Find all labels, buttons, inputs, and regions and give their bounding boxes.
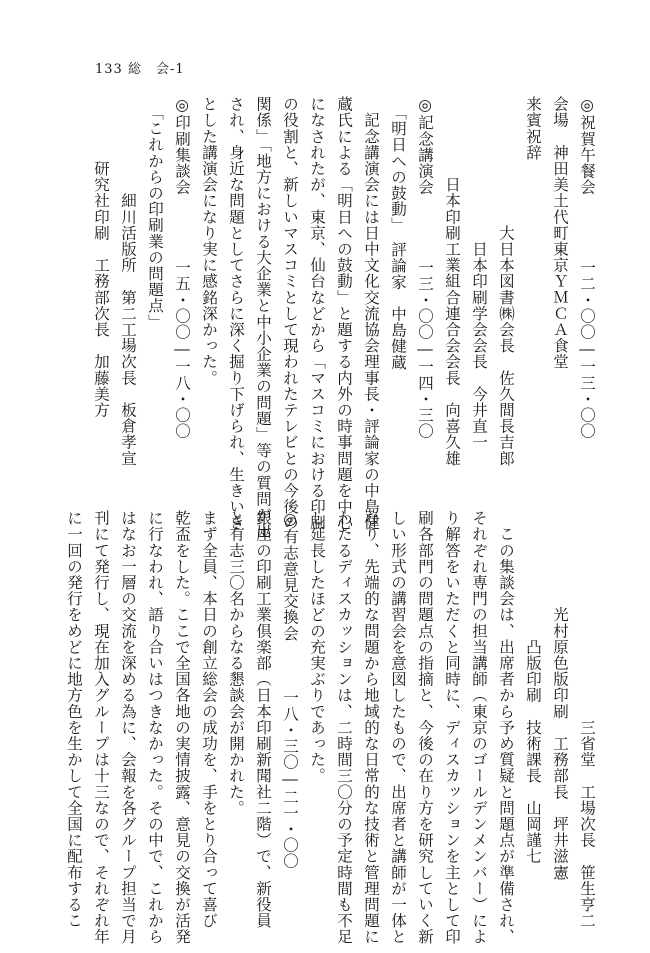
text-line: ◎祝賀午餐会 一二・〇〇―一三・〇〇 bbox=[578, 96, 596, 440]
text-line: 会場 神田美土代町東京ＹＭＣＡ食堂 bbox=[551, 96, 569, 370]
text-line: 凸版印刷 技術課長 山岡謹七 bbox=[524, 510, 542, 865]
text-line: 刷各部門の問題点の指摘と、今後の在り方を研究していく新 bbox=[416, 510, 434, 945]
text-line: 三省堂 工場次長 笹生亨二 bbox=[578, 510, 596, 929]
text-line: の役割と、新しいマスコミとして現われたテレビとの今後の bbox=[281, 96, 299, 531]
text-line: し延長したほどの充実ぶりであった。 bbox=[308, 510, 326, 784]
text-line: まず全員、本日の創立総会の成功を、手をとり合って喜び bbox=[200, 510, 218, 929]
text-line: と有志三〇名からなる懇談会が開かれた。 bbox=[227, 510, 245, 816]
text-line: に一回の発行をめどに地方色を生かして全国に配布するこ bbox=[65, 510, 83, 929]
text-line: この集談会は、出席者から予め質疑と問題点が準備され、 bbox=[497, 510, 515, 945]
lower-text-block bbox=[60, 510, 600, 945]
text-line: され、身近な問題としてさらに深く掘り下げられ、生きいき bbox=[227, 96, 245, 531]
text-line: 記念講演会には日中文化交流協会理事長・評論家の中島健 bbox=[362, 96, 380, 531]
text-line: とした講演会になり実に感銘深かった。 bbox=[200, 96, 218, 386]
page-header: 133 総 会-1 bbox=[95, 62, 185, 77]
text-line: なり、先端的な問題から地域的な日常的な技術と管理問題に bbox=[362, 510, 380, 945]
text-line: 光村原色版印刷 工務部長 坪井滋憲 bbox=[551, 510, 569, 881]
text-line: わたるディスカッションは、二時間三〇分の予定時間も不足 bbox=[335, 510, 353, 945]
text-line: 大日本図書㈱会長 佐久間長吉郎 bbox=[497, 96, 515, 467]
text-line: ◎記念講演会 一三・〇〇―一四・三〇 bbox=[416, 96, 434, 440]
text-line: 関係」「地方における大企業と中小企業の問題」等の質問が出 bbox=[254, 96, 272, 540]
text-line: になされたが、東京、仙台などから「マスコミにおける印刷 bbox=[308, 96, 326, 531]
text-line: はなお一層の交流を深める為に、会報を各グループ担当で月 bbox=[119, 510, 137, 945]
text-line: ◎有志意見交換会 一八・三〇―二一・〇〇 bbox=[281, 510, 299, 870]
text-line: 日本印刷学会会長 今井直一 bbox=[470, 96, 488, 451]
text-line: 来賓祝辞 bbox=[524, 96, 542, 161]
text-line: しい形式の講習会を意図したもので、出席者と講師が一体と bbox=[389, 510, 407, 945]
text-line: 乾盃をした。ここで全国各地の実情披露、意見の交換が活発 bbox=[173, 510, 191, 945]
text-line: 細川活版所 第二工場次長 板倉孝宣 bbox=[119, 96, 137, 467]
text-line: 「明日への鼓動」 評論家 中島健蔵 bbox=[389, 96, 407, 371]
text-line: 日本印刷工業組合連合会会長 向喜久雄 bbox=[443, 96, 461, 467]
text-line: それぞれ専門の担当講師（東京のゴールデンメンバー）によ bbox=[470, 510, 488, 945]
upper-text-block bbox=[87, 96, 600, 540]
text-line: 蔵氏による「明日への鼓動」と題する内外の時事問題を中心 bbox=[335, 96, 353, 531]
text-line: に行なわれ、語り合いはつきなかった。その中で、これから bbox=[146, 510, 164, 945]
text-line: り解答をいただくと同時に、ディスカッションを主として印 bbox=[443, 510, 461, 945]
text-line: 「これからの印刷業の問題点」 bbox=[146, 96, 164, 330]
text-line: ◎印刷集談会 一五・〇〇―一八・〇〇 bbox=[173, 96, 191, 440]
text-line: 研究社印刷 工務部次長 加藤美方 bbox=[92, 96, 110, 418]
text-line: 刊にて発行し、現在加入グループは十三なので、それぞれ年 bbox=[92, 510, 110, 945]
text-line: 銀座の印刷工業倶楽部（日本印刷新聞社二階）で、新役員 bbox=[254, 510, 272, 929]
